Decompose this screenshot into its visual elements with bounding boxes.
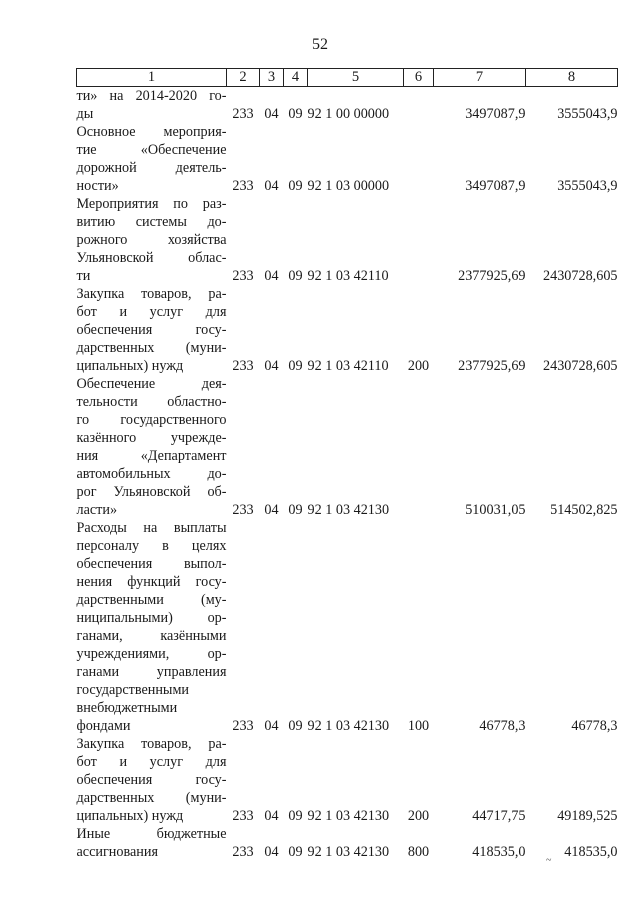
description-line: ния «Департамент (76, 448, 227, 464)
description-line: рог Ульяновской об- (76, 484, 227, 500)
subsection-code-cell: 09 (288, 358, 303, 374)
description-line: ципальных) нужд (76, 808, 184, 824)
column-header-3: 3 (260, 69, 284, 87)
description-line: дарственных (муни- (76, 790, 227, 806)
amount-col8-cell: 2430728,605 (543, 268, 618, 284)
row-description (77, 195, 227, 285)
amount-col7-cell: 2377925,69 (458, 268, 526, 284)
description-line: Закупка товаров, ра- (76, 286, 227, 302)
description-line: бот и услуг для (76, 754, 227, 770)
admin-code-cell: 233 (232, 718, 254, 734)
row-description (77, 519, 227, 735)
description-line: ганами управления (76, 664, 227, 680)
amount-col7-cell: 418535,0 (472, 844, 526, 860)
description-line: ниципальными) ор- (76, 610, 227, 626)
section-code-cell: 04 (264, 718, 279, 734)
description-line: обеспечения госу- (76, 772, 227, 788)
amount-col8-cell: 3555043,9 (557, 106, 618, 122)
description-line: ти (76, 268, 91, 284)
description-line: Иные бюджетные (76, 826, 227, 842)
amount-col8-cell: 418535,0 (564, 844, 618, 860)
target-article-cell: 92 1 03 42110 (307, 358, 389, 374)
description-line: витию системы до- (76, 214, 227, 230)
description-line: обеспечения госу- (76, 322, 227, 338)
row-description (77, 825, 227, 861)
column-header-1: 1 (77, 69, 227, 87)
admin-code-cell: 233 (232, 808, 254, 824)
description-line: ганами, казёнными (76, 628, 227, 644)
description-line: дарственных (муни- (76, 340, 227, 356)
expense-type-cell (404, 375, 434, 519)
subsection-code-cell: 09 (288, 106, 303, 122)
section-code-cell: 04 (264, 268, 279, 284)
description-line: нения функций госу- (76, 574, 227, 590)
target-article-cell: 92 1 03 42130 (307, 808, 390, 824)
amount-col8-cell: 3555043,9 (557, 178, 618, 194)
column-number-header-row (77, 69, 618, 87)
target-article-cell: 92 1 00 00000 (307, 106, 390, 122)
table-row (77, 123, 618, 195)
description-line: ти» на 2014-2020 го- (76, 88, 227, 104)
description-line: Расходы на выплаты (76, 520, 227, 536)
expense-type-cell (404, 87, 434, 124)
row-description (77, 375, 227, 519)
column-header-2: 2 (227, 69, 260, 87)
subsection-code-cell: 09 (288, 502, 303, 518)
target-article-cell: 92 1 03 42130 (307, 844, 390, 860)
description-line: дарственными (му- (76, 592, 227, 608)
description-line: обеспечения выпол- (76, 556, 227, 572)
description-line: автомобильных до- (76, 466, 227, 482)
table-row (77, 735, 618, 825)
admin-code-cell: 233 (232, 178, 254, 194)
amount-col8-cell: 49189,525 (557, 808, 618, 824)
subsection-code-cell: 09 (288, 268, 303, 284)
row-description (77, 735, 227, 825)
description-line: Обеспечение дея- (76, 376, 227, 392)
description-line: Ульяновской облас- (76, 250, 227, 266)
page-number: 52 (312, 36, 328, 53)
target-article-cell: 92 1 03 42130 (307, 718, 390, 734)
description-line: внебюджетными (76, 700, 178, 716)
expense-type-cell: 200 (407, 808, 430, 824)
subsection-code-cell: 09 (288, 178, 303, 194)
description-line: казённого учрежде- (76, 430, 227, 446)
description-line: дорожной деятель- (76, 160, 227, 176)
description-line: тельности областно- (76, 394, 227, 410)
amount-col7-cell: 44717,75 (472, 808, 526, 824)
amount-col8-cell: 514502,825 (550, 502, 618, 518)
expense-type-cell (404, 195, 434, 285)
expense-type-cell (404, 123, 434, 195)
amount-col7-cell: 3497087,9 (465, 106, 526, 122)
amount-col8-cell: 46778,3 (571, 718, 618, 734)
description-line: ды (76, 106, 94, 122)
row-description (77, 87, 227, 124)
table-row (77, 87, 618, 124)
table-row (77, 375, 618, 519)
section-code-cell: 04 (264, 358, 279, 374)
target-article-cell: 92 1 03 00000 (307, 178, 390, 194)
description-line: бот и услуг для (76, 304, 227, 320)
table-row (77, 519, 618, 735)
column-header-6: 6 (404, 69, 434, 87)
expense-type-cell: 800 (407, 844, 430, 860)
subsection-code-cell: 09 (288, 718, 303, 734)
section-code-cell: 04 (264, 502, 279, 518)
section-code-cell: 04 (264, 808, 279, 824)
expense-type-cell: 100 (407, 718, 430, 734)
section-code-cell: 04 (264, 844, 279, 860)
amount-col8-cell: 2430728,605 (543, 358, 618, 374)
column-header-7: 7 (434, 69, 526, 87)
description-line: персоналу в целях (76, 538, 227, 554)
row-description (77, 285, 227, 375)
admin-code-cell: 233 (232, 358, 254, 374)
description-line: рожного хозяйства (76, 232, 227, 248)
admin-code-cell: 233 (232, 268, 254, 284)
subsection-code-cell: 09 (288, 844, 303, 860)
amount-col7-cell: 46778,3 (479, 718, 526, 734)
description-line: ласти» (76, 502, 118, 518)
description-line: Мероприятия по раз- (76, 196, 227, 212)
target-article-cell: 92 1 03 42110 (307, 268, 389, 284)
table-row (77, 285, 618, 375)
amount-col7-cell: 3497087,9 (465, 178, 526, 194)
admin-code-cell: 233 (232, 844, 254, 860)
column-header-4: 4 (284, 69, 308, 87)
description-line: ассигнования (76, 844, 159, 860)
description-line: тие «Обеспечение (76, 142, 227, 158)
amount-col7-cell: 510031,05 (465, 502, 526, 518)
admin-code-cell: 233 (232, 106, 254, 122)
column-header-5: 5 (308, 69, 404, 87)
admin-code-cell: 233 (232, 502, 254, 518)
description-line: ципальных) нужд (76, 358, 184, 374)
section-code-cell: 04 (264, 178, 279, 194)
description-line: Закупка товаров, ра- (76, 736, 227, 752)
table-row (77, 825, 618, 861)
description-line: Основное мероприя- (76, 124, 227, 140)
amount-col7-cell: 2377925,69 (458, 358, 526, 374)
table-row (77, 195, 618, 285)
description-line: го государственного (76, 412, 227, 428)
row-description (77, 123, 227, 195)
target-article-cell: 92 1 03 42130 (307, 502, 390, 518)
table-body (77, 87, 618, 862)
expense-type-cell: 200 (407, 358, 430, 374)
description-line: учреждениями, ор- (76, 646, 227, 662)
description-line: государственными (76, 682, 190, 698)
subsection-code-cell: 09 (288, 808, 303, 824)
description-line: ности» (76, 178, 119, 194)
column-header-8: 8 (526, 69, 618, 87)
scan-mark: ~ (546, 855, 552, 866)
section-code-cell: 04 (264, 106, 279, 122)
budget-table (76, 68, 618, 861)
description-line: фондами (76, 718, 131, 734)
